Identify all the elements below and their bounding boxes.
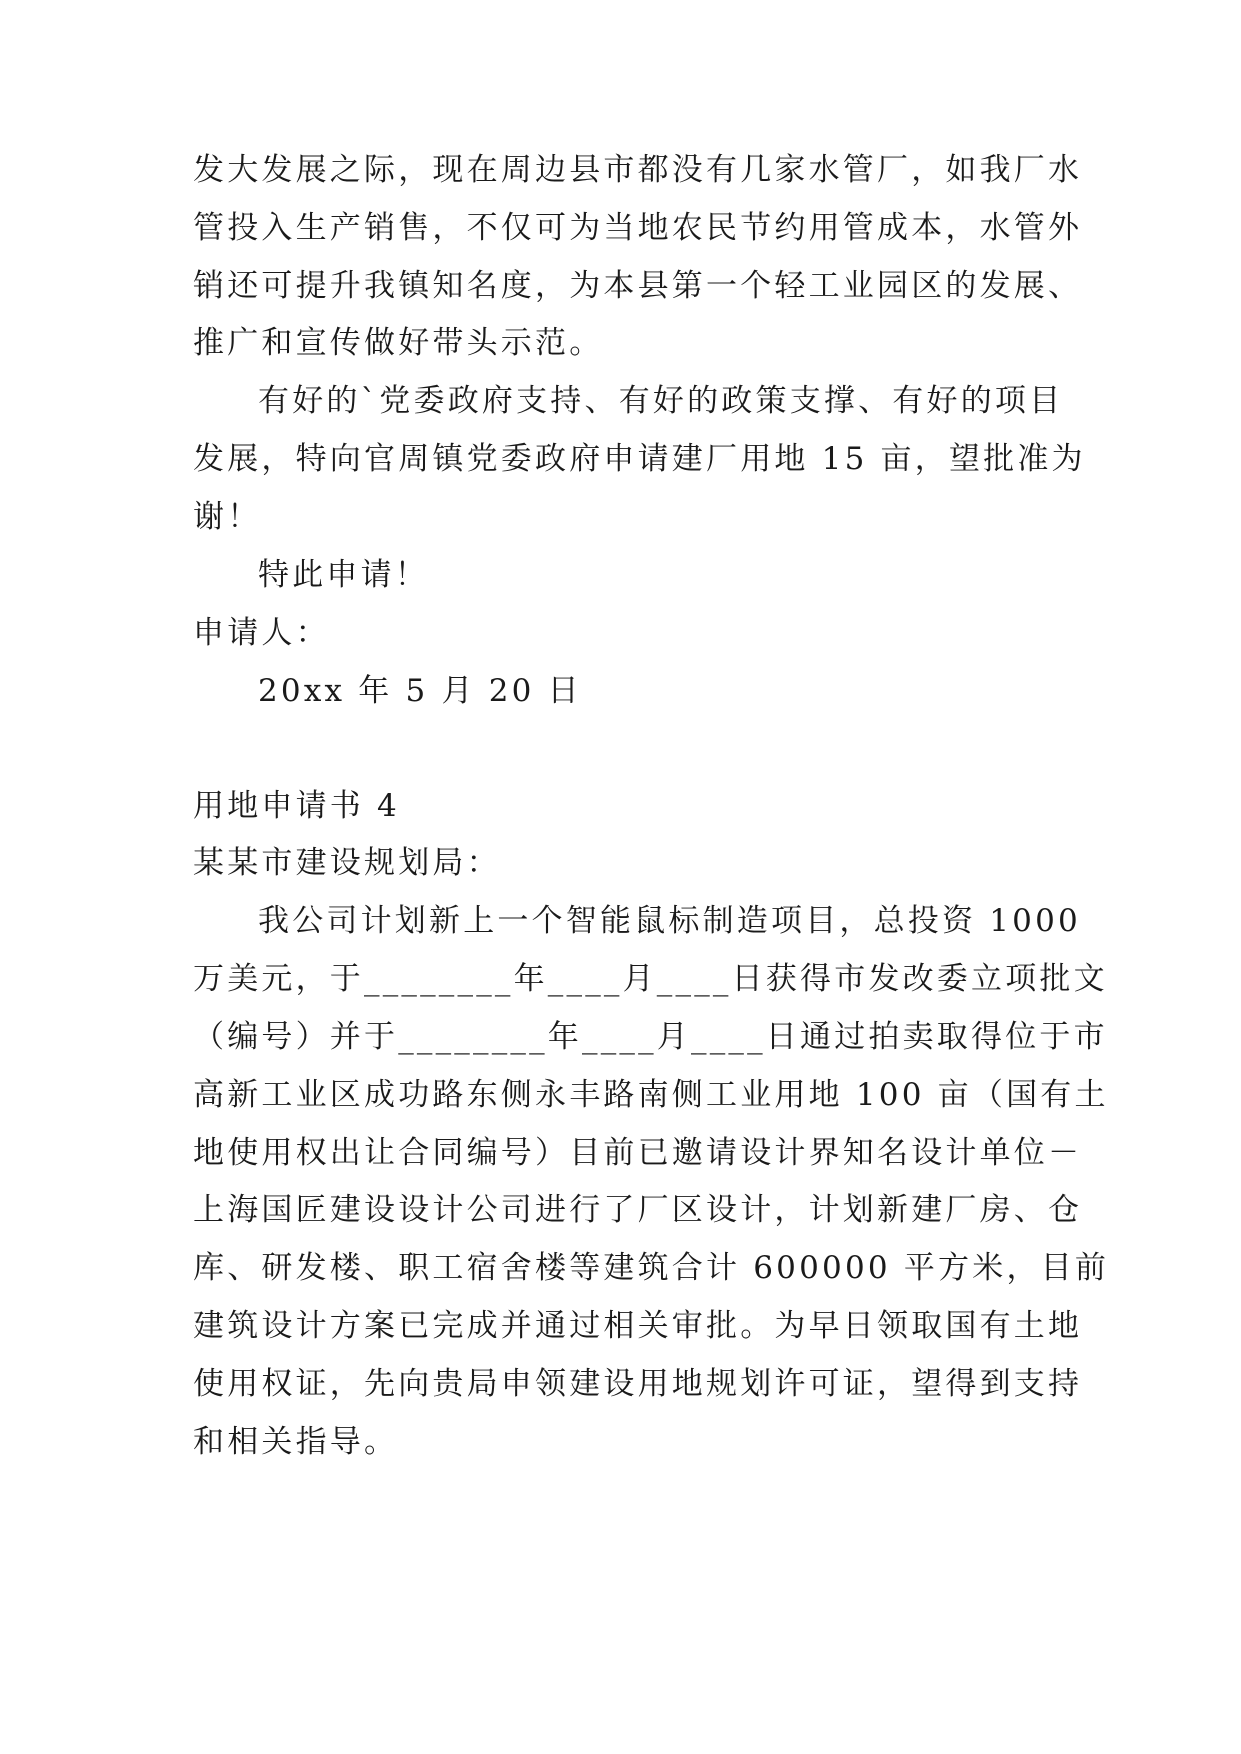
paragraph-line: 使用权证，先向贵局申领建设用地规划许可证，望得到支持 xyxy=(193,1366,1083,1402)
applicant-label: 申请人： xyxy=(193,615,330,651)
paragraph-line: 我公司计划新上一个智能鼠标制造项目，总投资 1000 xyxy=(258,903,1081,939)
paragraph-line: 有好的`党委政府支持、有好的政策支撑、有好的项目 xyxy=(258,383,1064,419)
paragraph-line: 地使用权出让合同编号）目前已邀请设计界知名设计单位－ xyxy=(193,1135,1083,1171)
paragraph-line: 发展，特向官周镇党委政府申请建厂用地 15 亩，望批准为 xyxy=(193,441,1086,477)
paragraph-line: 和相关指导。 xyxy=(193,1424,399,1460)
recipient-line: 某某市建设规划局： xyxy=(193,845,501,881)
paragraph-line: 库、研发楼、职工宿舍楼等建筑合计 600000 平方米，目前 xyxy=(193,1250,1110,1286)
paragraph-line: （编号）并于________年____月____日通过拍卖取得位于市 xyxy=(193,1019,1108,1055)
paragraph-line: 上海国匠建设设计公司进行了厂区设计，计划新建厂房、仓 xyxy=(193,1192,1083,1228)
closing-phrase: 特此申请！ xyxy=(258,557,429,593)
paragraph-line: 万美元，于________年____月____日获得市发改委立项批文 xyxy=(193,961,1108,997)
section-title: 用地申请书 4 xyxy=(193,788,400,824)
paragraph-line: 管投入生产销售，不仅可为当地农民节约用管成本，水管外 xyxy=(193,210,1083,246)
paragraph-line: 谢！ xyxy=(193,499,262,535)
paragraph-line: 建筑设计方案已完成并通过相关审批。为早日领取国有土地 xyxy=(193,1308,1083,1344)
paragraph-line: 推广和宣传做好带头示范。 xyxy=(193,325,604,361)
paragraph-line: 高新工业区成功路东侧永丰路南侧工业用地 100 亩（国有土 xyxy=(193,1077,1109,1113)
date-line: 20xx 年 5 月 20 日 xyxy=(258,673,582,709)
paragraph-line: 发大发展之际，现在周边县市都没有几家水管厂，如我厂水 xyxy=(193,152,1083,188)
paragraph-line: 销还可提升我镇知名度，为本县第一个轻工业园区的发展、 xyxy=(193,268,1083,304)
